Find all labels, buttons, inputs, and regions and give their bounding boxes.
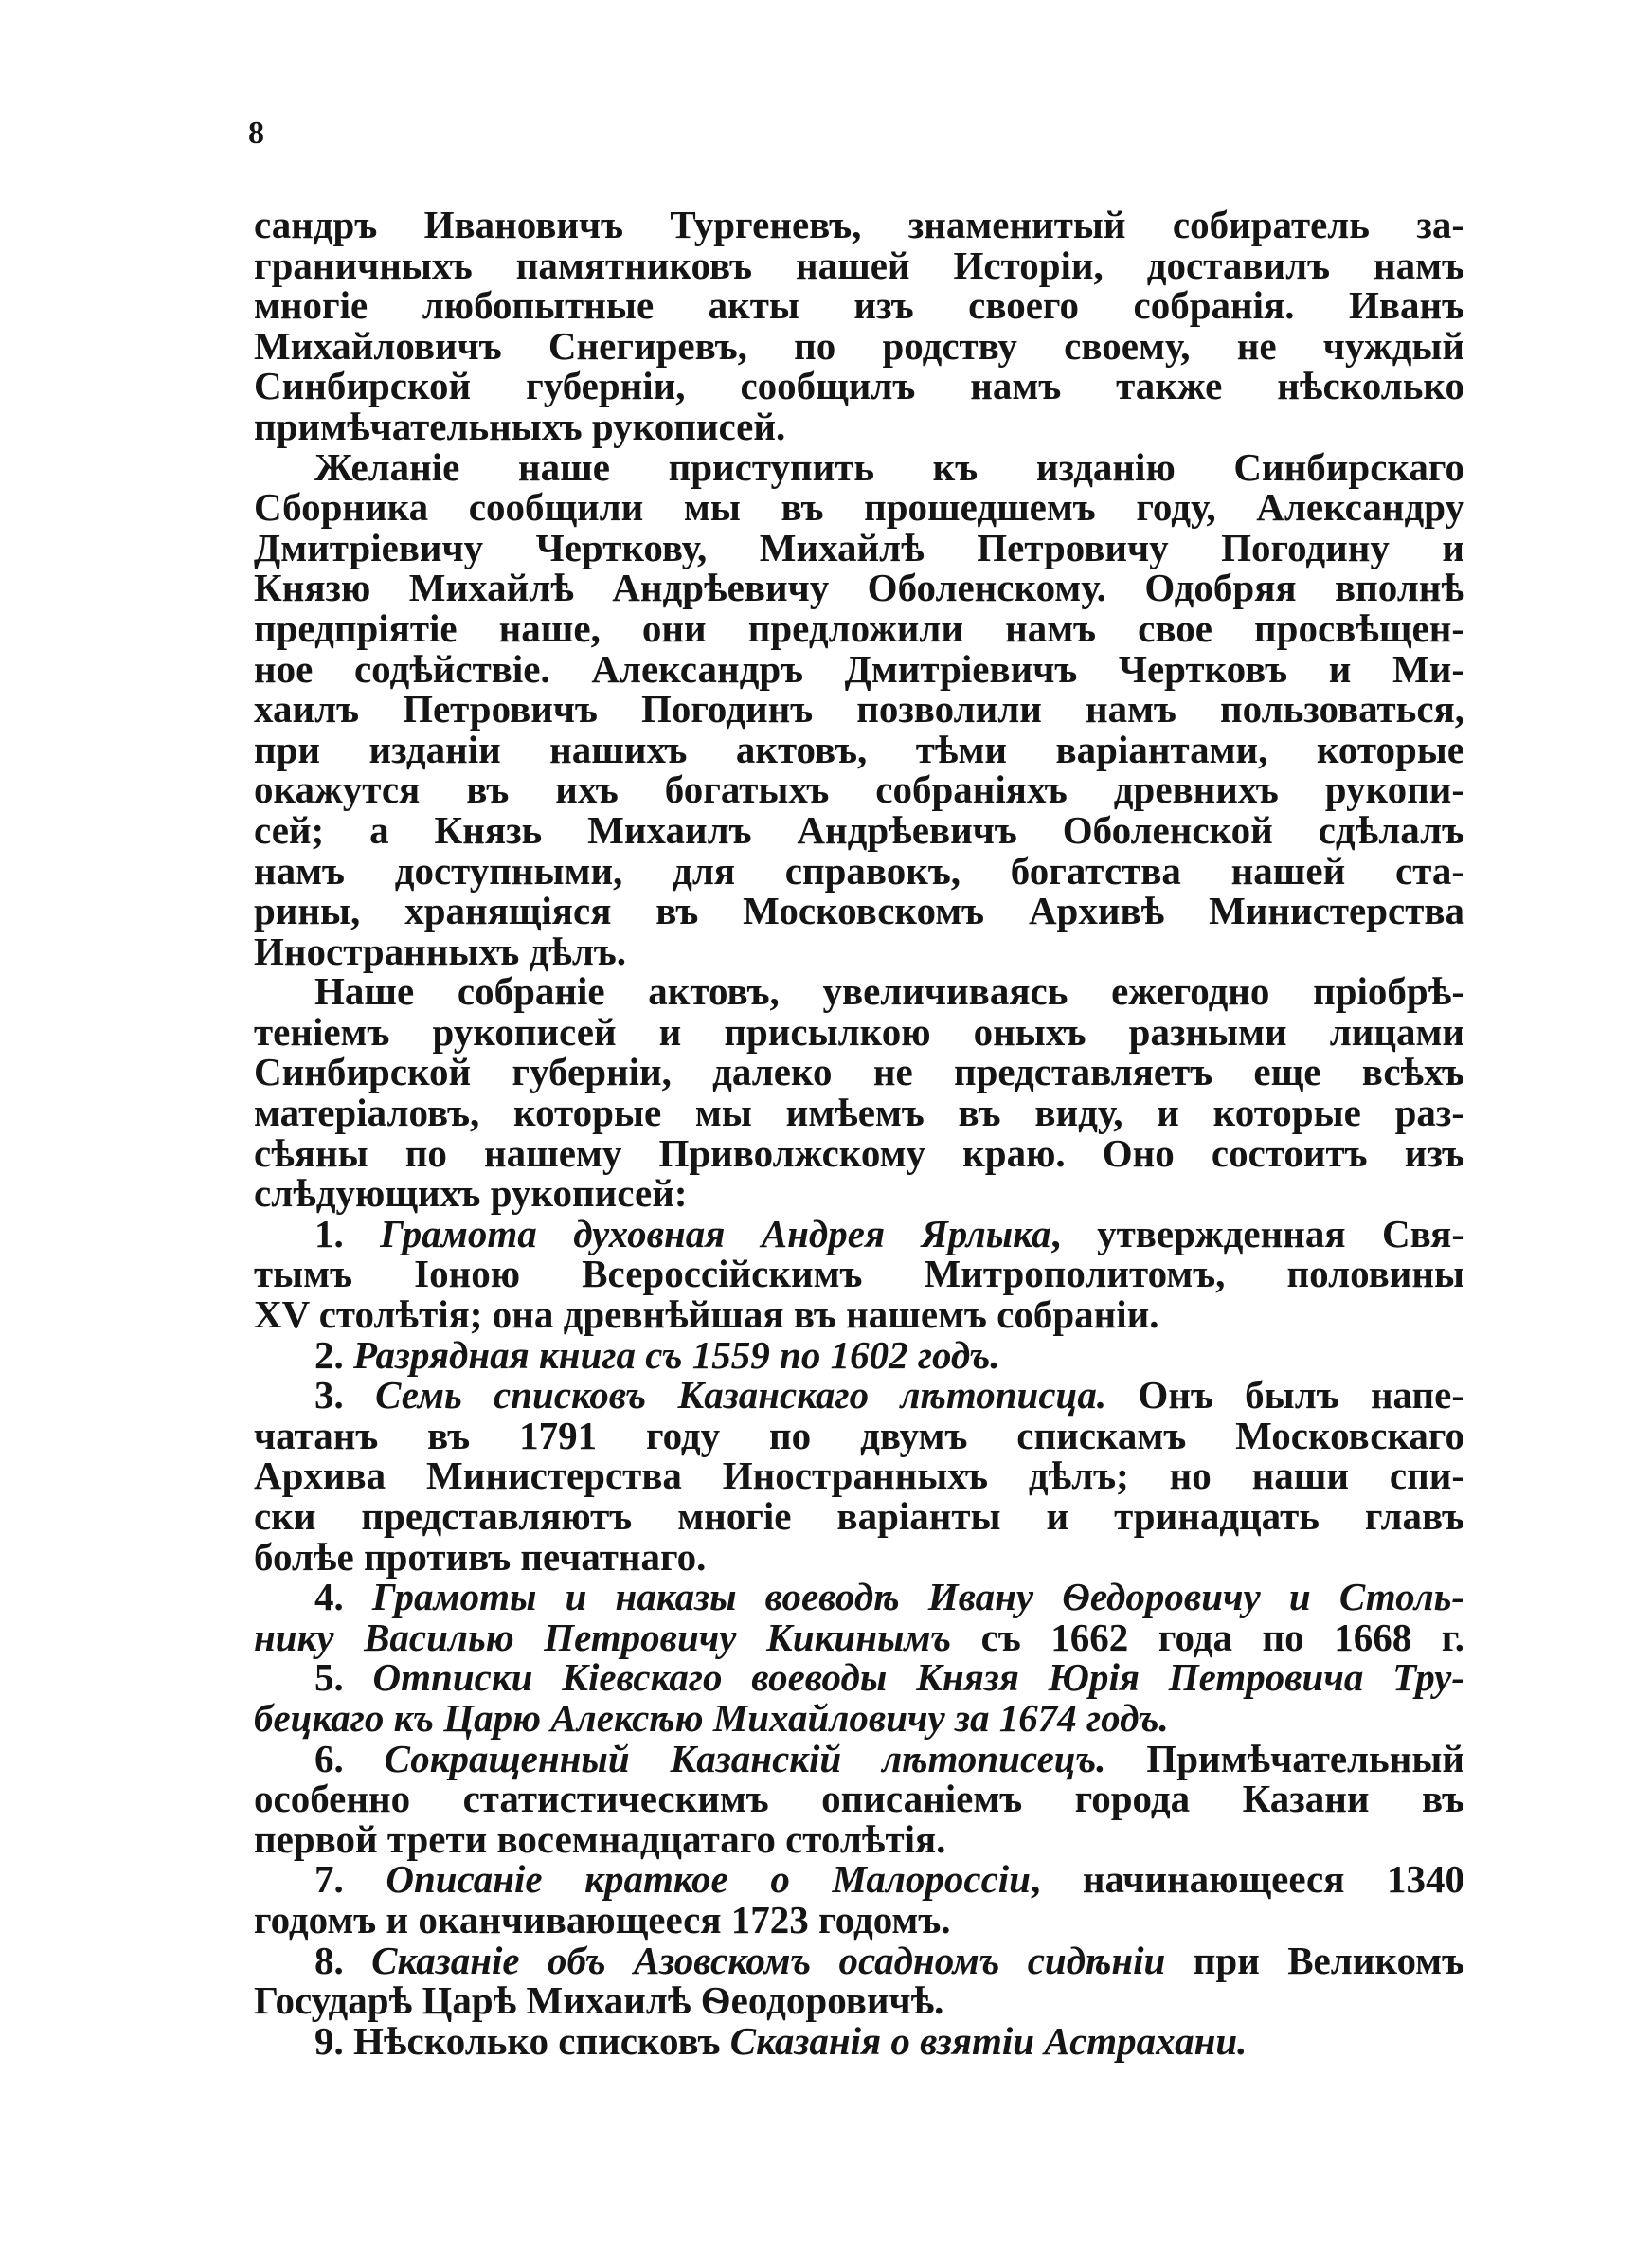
item-title: Грамоты и наказы воеводѣ Ивану Ѳедоровичу и Столь- <box>371 1575 1465 1619</box>
item-number: 1. <box>314 1211 344 1255</box>
text-line: тымъ Іоною Всероссійскимъ Митрополитомъ, половины <box>254 1252 1464 1296</box>
text-line: ски представляютъ многіе варіанты и тринадцать главъ <box>254 1494 1464 1538</box>
text-line: Князю Михайлѣ Андрѣевичу Оболенскому. Одобряя вполнѣ <box>254 566 1464 610</box>
item-number: 9. <box>314 2018 344 2063</box>
item-text: , начинающееся 1340 <box>1030 1857 1464 1902</box>
list-item-7 <box>254 1859 1464 1940</box>
text-line: при изданіи нашихъ актовъ, тѣми варіантами, которые <box>254 727 1464 771</box>
text-line: первой трети восемнадцатаго столѣтія. <box>254 1816 946 1861</box>
item-text: Нѣсколько списковъ <box>343 2018 730 2063</box>
list-item-6 <box>254 1736 1464 1861</box>
text-line <box>254 1617 1464 1658</box>
list-item-9 <box>254 2018 1464 2063</box>
item-number: 8. <box>314 1938 344 1982</box>
text-line: намъ доступными, для справокъ, богатства нашей ста- <box>254 848 1464 893</box>
item-title: Описаніе краткое о Малороссіи <box>386 1857 1031 1902</box>
text-line: Синбирской губерніи, далеко не представляетъ еще всѣхъ <box>254 1050 1464 1094</box>
text-line <box>254 1657 1464 1698</box>
text-line: Михайловичъ Снегиревъ, по родству своему, не чуждый <box>254 323 1464 368</box>
text-line: матеріаловъ, которые мы имѣемъ въ виду, и которые раз- <box>254 1091 1464 1135</box>
item-number: 7. <box>314 1857 344 1902</box>
text-line: годомъ и оканчивающееся 1723 годомъ. <box>254 1897 951 1941</box>
text-line <box>254 1736 1464 1780</box>
text-line: многіе любопытные акты изъ своего собранія. Иванъ <box>254 283 1464 328</box>
text-line: болѣе противъ печатнаго. <box>254 1534 707 1579</box>
text-line: ное содѣйствіе. Александръ Дмитріевичъ Чертковъ и Ми- <box>254 646 1464 691</box>
item-title-cont: бецкаго къ Царю Алексѣю Михайловичу за 1674 годъ. <box>254 1695 1169 1740</box>
item-number: 4. <box>314 1575 344 1619</box>
item-title: Сказанія о взятіи Астрахани. <box>729 2018 1248 2063</box>
paragraph-3 <box>254 971 1464 1214</box>
text-line: теніемъ рукописей и присылкою оныхъ разными лицами <box>254 1009 1464 1054</box>
list-item-5 <box>254 1657 1464 1738</box>
text-line: Сборника сообщили мы въ прошедшемъ году, Александру <box>254 485 1464 530</box>
list-item-1 <box>254 1211 1464 1337</box>
item-title: Грамота духовная Андрея Ярлыка <box>380 1211 1051 1255</box>
text-line <box>254 1938 1465 1982</box>
text-line <box>254 1211 1464 1255</box>
text-line: рины, хранящіяся въ Московскомъ Архивѣ Министерства <box>254 889 1464 933</box>
list-item-8 <box>254 1938 1465 2023</box>
text-line: граничныхъ памятниковъ нашей Исторіи, доставилъ намъ <box>254 243 1464 287</box>
text-line: хаилъ Петровичъ Погодинъ позволили намъ пользоваться, <box>254 687 1464 731</box>
paragraph-2 <box>254 444 1464 973</box>
item-text: Онъ былъ напе- <box>1106 1373 1464 1417</box>
item-text: , утвержденная Свя- <box>1050 1211 1464 1255</box>
text-line <box>254 1695 1464 1740</box>
text-line: Государѣ Царѣ Михаилѣ Ѳеодоровичѣ. <box>254 1978 944 2023</box>
text-line <box>254 1332 1464 1377</box>
item-title: Семь списковъ Казанскаго лѣтописца. <box>375 1373 1107 1417</box>
text-line <box>254 2018 1464 2063</box>
item-number: 5. <box>314 1655 344 1700</box>
item-title: Сказаніе объ Азовскомъ осадномъ сидѣніи <box>371 1938 1166 1982</box>
text-line: слѣдующихъ рукописей: <box>254 1171 688 1216</box>
item-text: при Великомъ <box>1165 1938 1465 1982</box>
text-line: XV столѣтія; она древнѣйшая въ нашемъ собраніи. <box>254 1292 1159 1337</box>
text-line: Архива Министерства Иностранныхъ дѣлъ; но наши спи- <box>254 1454 1464 1498</box>
text-line: Наше собраніе актовъ, увеличиваясь ежегодно пріобрѣ- <box>314 969 1464 1014</box>
item-title: Разрядная книга съ 1559 по 1602 годъ. <box>353 1332 1000 1377</box>
item-title: Отписки Кіевскаго воеводы Князя Юрія Петровича Тру- <box>372 1655 1464 1700</box>
paragraph-1 <box>254 205 1464 447</box>
list-item-3 <box>254 1375 1464 1577</box>
text-line: Желаніе наше приступить къ изданію Синбирскаго <box>314 444 1464 489</box>
item-title: Сокращенный Казанскій лѣтописецъ. <box>384 1736 1106 1780</box>
text-line: примѣчательныхъ рукописей. <box>254 404 786 448</box>
text-line: Дмитріевичу Черткову, Михайлѣ Петровичу Погодину и <box>254 525 1464 569</box>
text-line: сандръ Ивановичъ Тургеневъ, знаменитый собиратель за- <box>254 203 1464 246</box>
text-line: предпріятіе наше, они предложили намъ свое просвѣщен- <box>254 605 1464 650</box>
list-item-2 <box>254 1332 1464 1377</box>
text-line: сей; а Князь Михаилъ Андрѣевичъ Оболенской сдѣлалъ <box>254 807 1464 852</box>
item-number: 2. <box>314 1332 344 1377</box>
body-text <box>254 205 1464 2061</box>
item-number: 3. <box>314 1373 344 1417</box>
text-line <box>254 1859 1464 1900</box>
text-line <box>254 1375 1464 1416</box>
item-text: съ 1662 года по 1668 г. <box>951 1615 1465 1659</box>
item-title-cont: нику Василью Петровичу Кикинымъ <box>254 1615 952 1659</box>
item-text: Примѣчательный <box>1105 1736 1464 1780</box>
item-number: 6. <box>314 1736 344 1780</box>
text-line <box>254 1577 1464 1617</box>
text-line: Синбирской губерніи, сообщилъ намъ также нѣсколько <box>254 364 1464 408</box>
text-line: окажутся въ ихъ богатыхъ собраніяхъ древнихъ рукопи- <box>254 767 1464 812</box>
text-line: особенно статистическимъ описаніемъ города Казани въ <box>254 1777 1464 1821</box>
text-line: сѣяны по нашему Приволжскому краю. Оно состоитъ изъ <box>254 1130 1464 1175</box>
page-number: 8 <box>248 116 264 151</box>
text-line: Иностранныхъ дѣлъ. <box>254 929 627 973</box>
list-item-4 <box>254 1577 1464 1657</box>
text-line: чатанъ въ 1791 году по двумъ спискамъ Московскаго <box>254 1413 1464 1457</box>
